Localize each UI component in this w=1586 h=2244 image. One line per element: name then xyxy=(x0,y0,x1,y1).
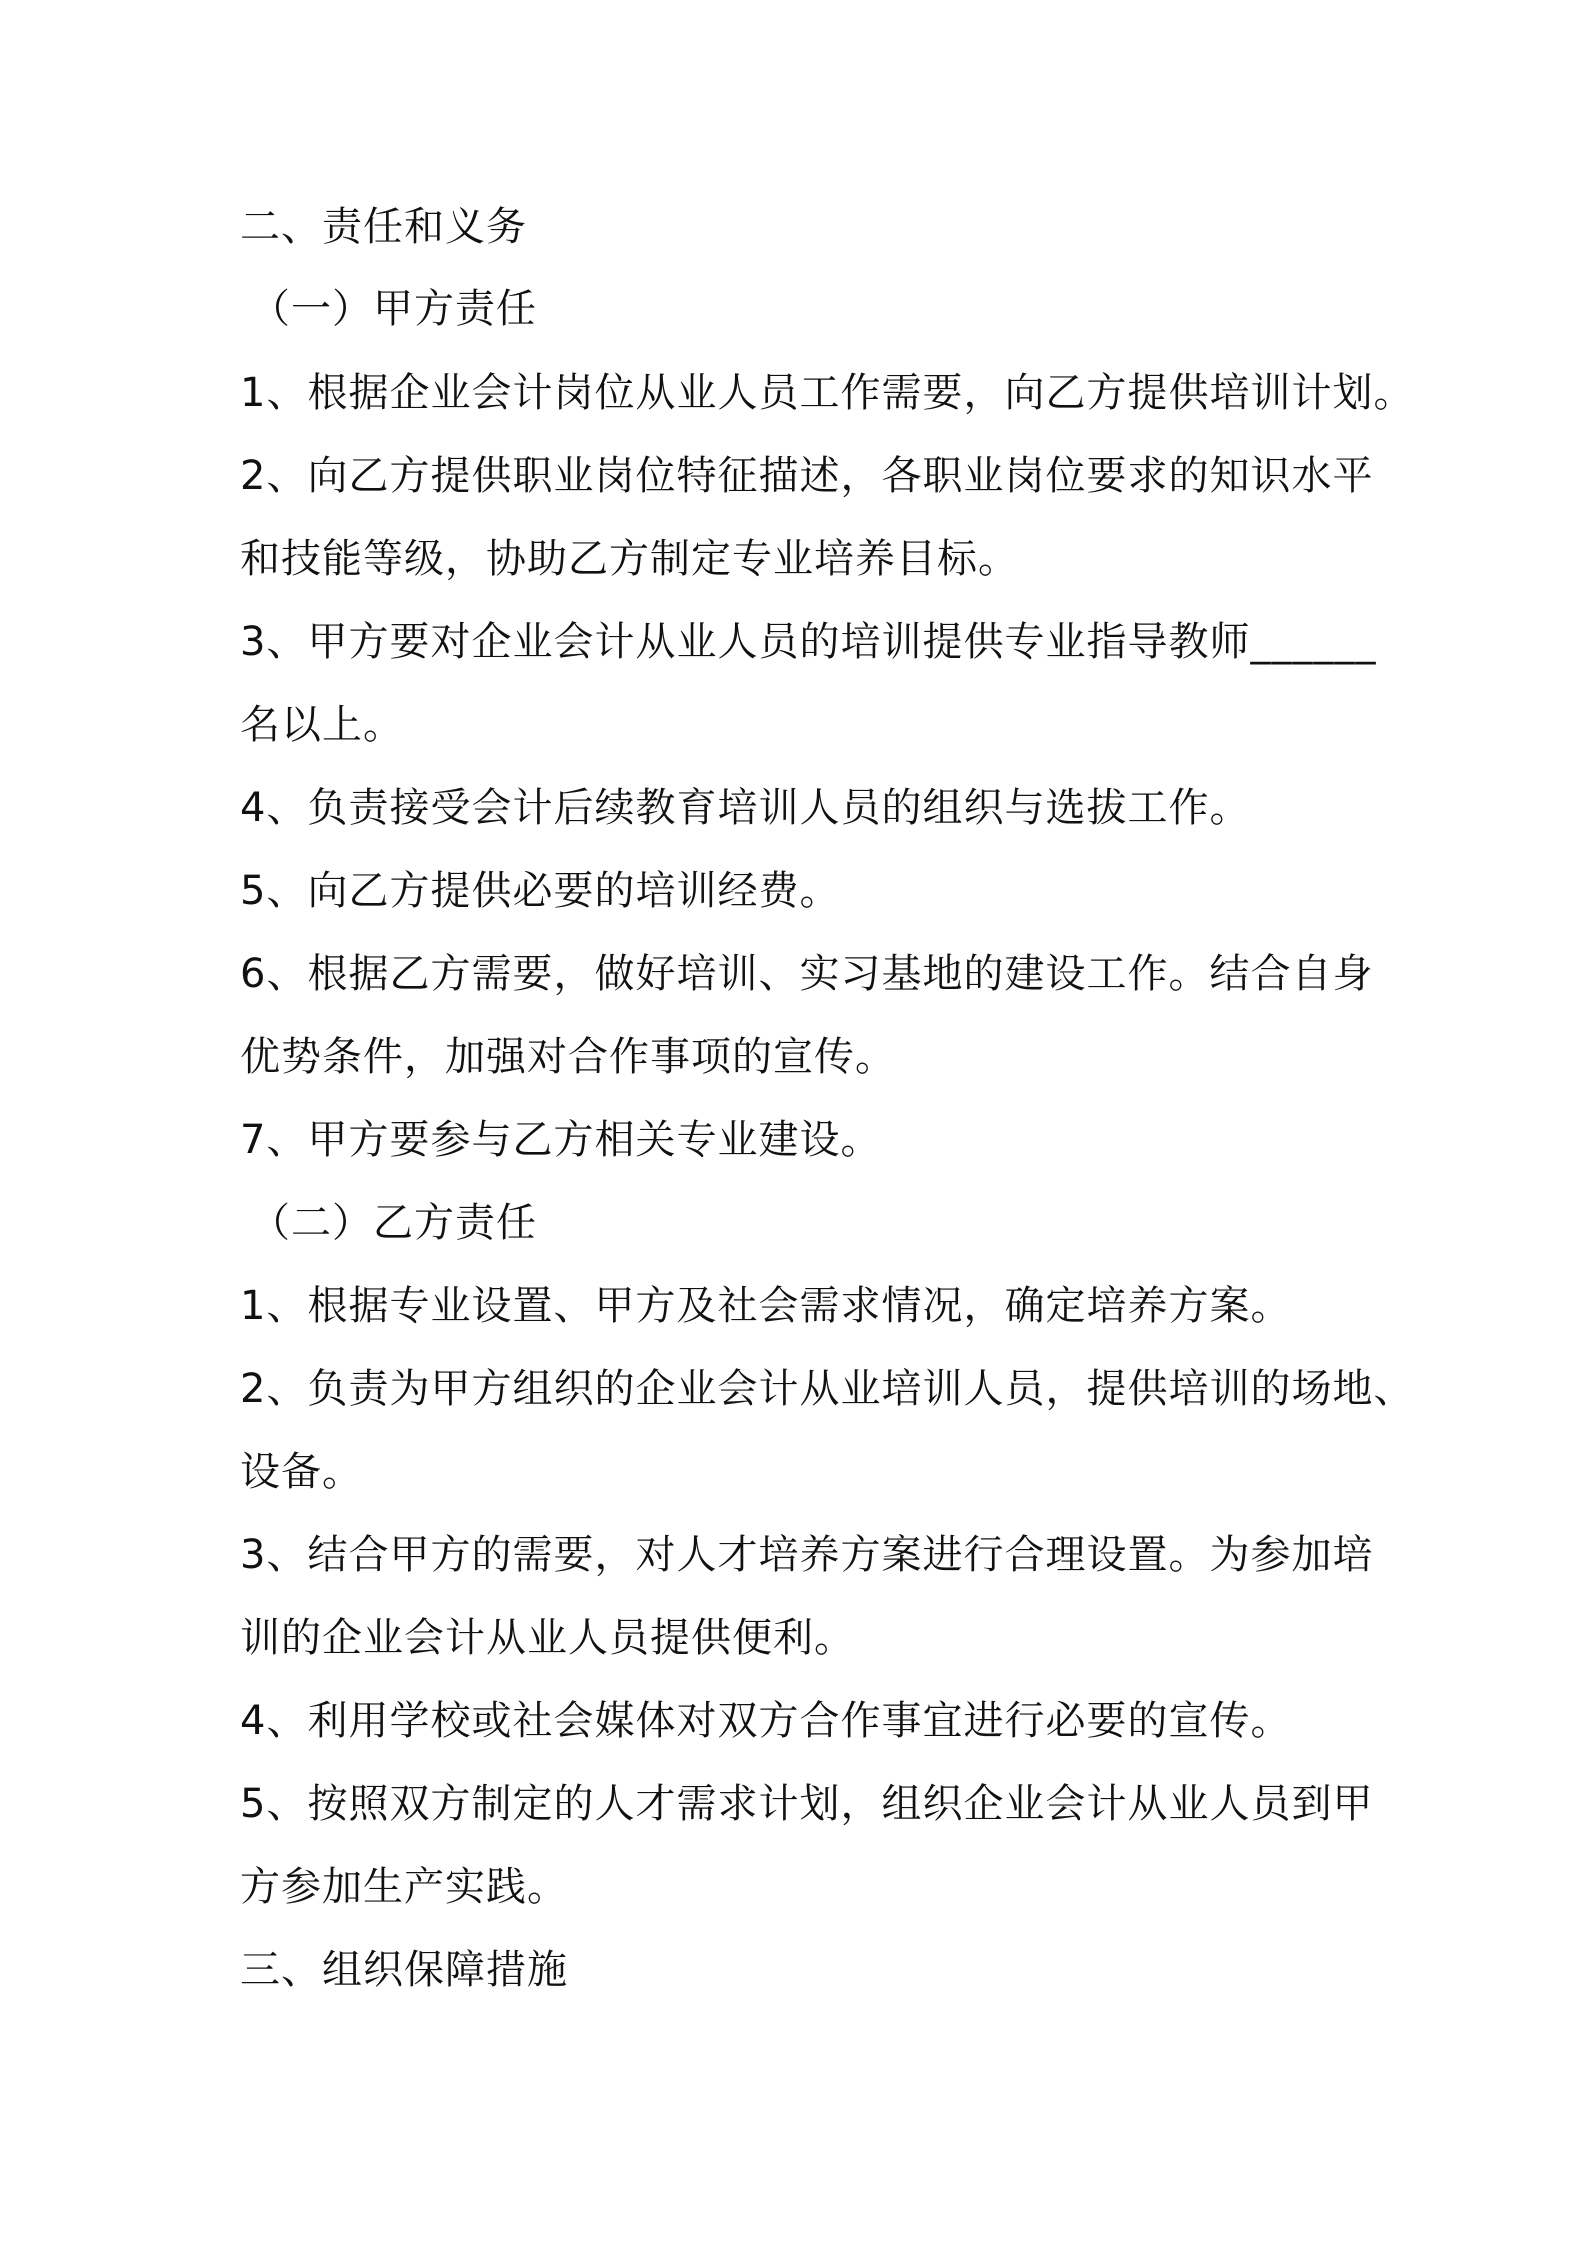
party-b-item-5-line-1: 5、按照双方制定的人才需求计划，组织企业会计从业人员到甲 xyxy=(240,1781,1374,1827)
party-b-item-1: 1、根据专业设置、甲方及社会需求情况，确定培养方案。 xyxy=(240,1283,1292,1329)
subsection-title-party-a: （一）甲方责任 xyxy=(250,286,537,332)
section-heading-responsibilities: 二、责任和义务 xyxy=(240,204,527,250)
party-a-item-4: 4、负责接受会计后续教育培训人员的组织与选拔工作。 xyxy=(240,785,1251,831)
party-a-item-2-line-2: 和技能等级，协助乙方制定专业培养目标。 xyxy=(240,536,1019,582)
party-a-item-3-line-1: 3、甲方要对企业会计从业人员的培训提供专业指导教师______ xyxy=(240,619,1377,665)
party-a-item-5: 5、向乙方提供必要的培训经费。 xyxy=(240,868,841,914)
party-a-item-6-line-1: 6、根据乙方需要，做好培训、实习基地的建设工作。结合自身 xyxy=(240,951,1374,997)
party-b-item-2-line-1: 2、负责为甲方组织的企业会计从业培训人员，提供培训的场地、 xyxy=(240,1366,1415,1412)
subsection-title-party-b: （二）乙方责任 xyxy=(250,1200,537,1246)
party-b-item-3-line-2: 训的企业会计从业人员提供便利。 xyxy=(240,1615,855,1661)
party-b-item-4: 4、利用学校或社会媒体对双方合作事宜进行必要的宣传。 xyxy=(240,1698,1292,1744)
party-a-item-3-line-2: 名以上。 xyxy=(240,702,404,748)
party-b-item-3-line-1: 3、结合甲方的需要，对人才培养方案进行合理设置。为参加培 xyxy=(240,1532,1374,1578)
section-heading-safeguards: 三、组织保障措施 xyxy=(240,1947,568,1993)
party-b-item-2-line-2: 设备。 xyxy=(240,1449,363,1495)
party-b-item-5-line-2: 方参加生产实践。 xyxy=(240,1864,568,1910)
party-a-item-7: 7、甲方要参与乙方相关专业建设。 xyxy=(240,1117,882,1163)
party-a-item-2-line-1: 2、向乙方提供职业岗位特征描述，各职业岗位要求的知识水平 xyxy=(240,453,1374,499)
party-a-item-6-line-2: 优势条件，加强对合作事项的宣传。 xyxy=(240,1034,896,1080)
party-a-item-1: 1、根据企业会计岗位从业人员工作需要，向乙方提供培训计划。 xyxy=(240,370,1415,416)
